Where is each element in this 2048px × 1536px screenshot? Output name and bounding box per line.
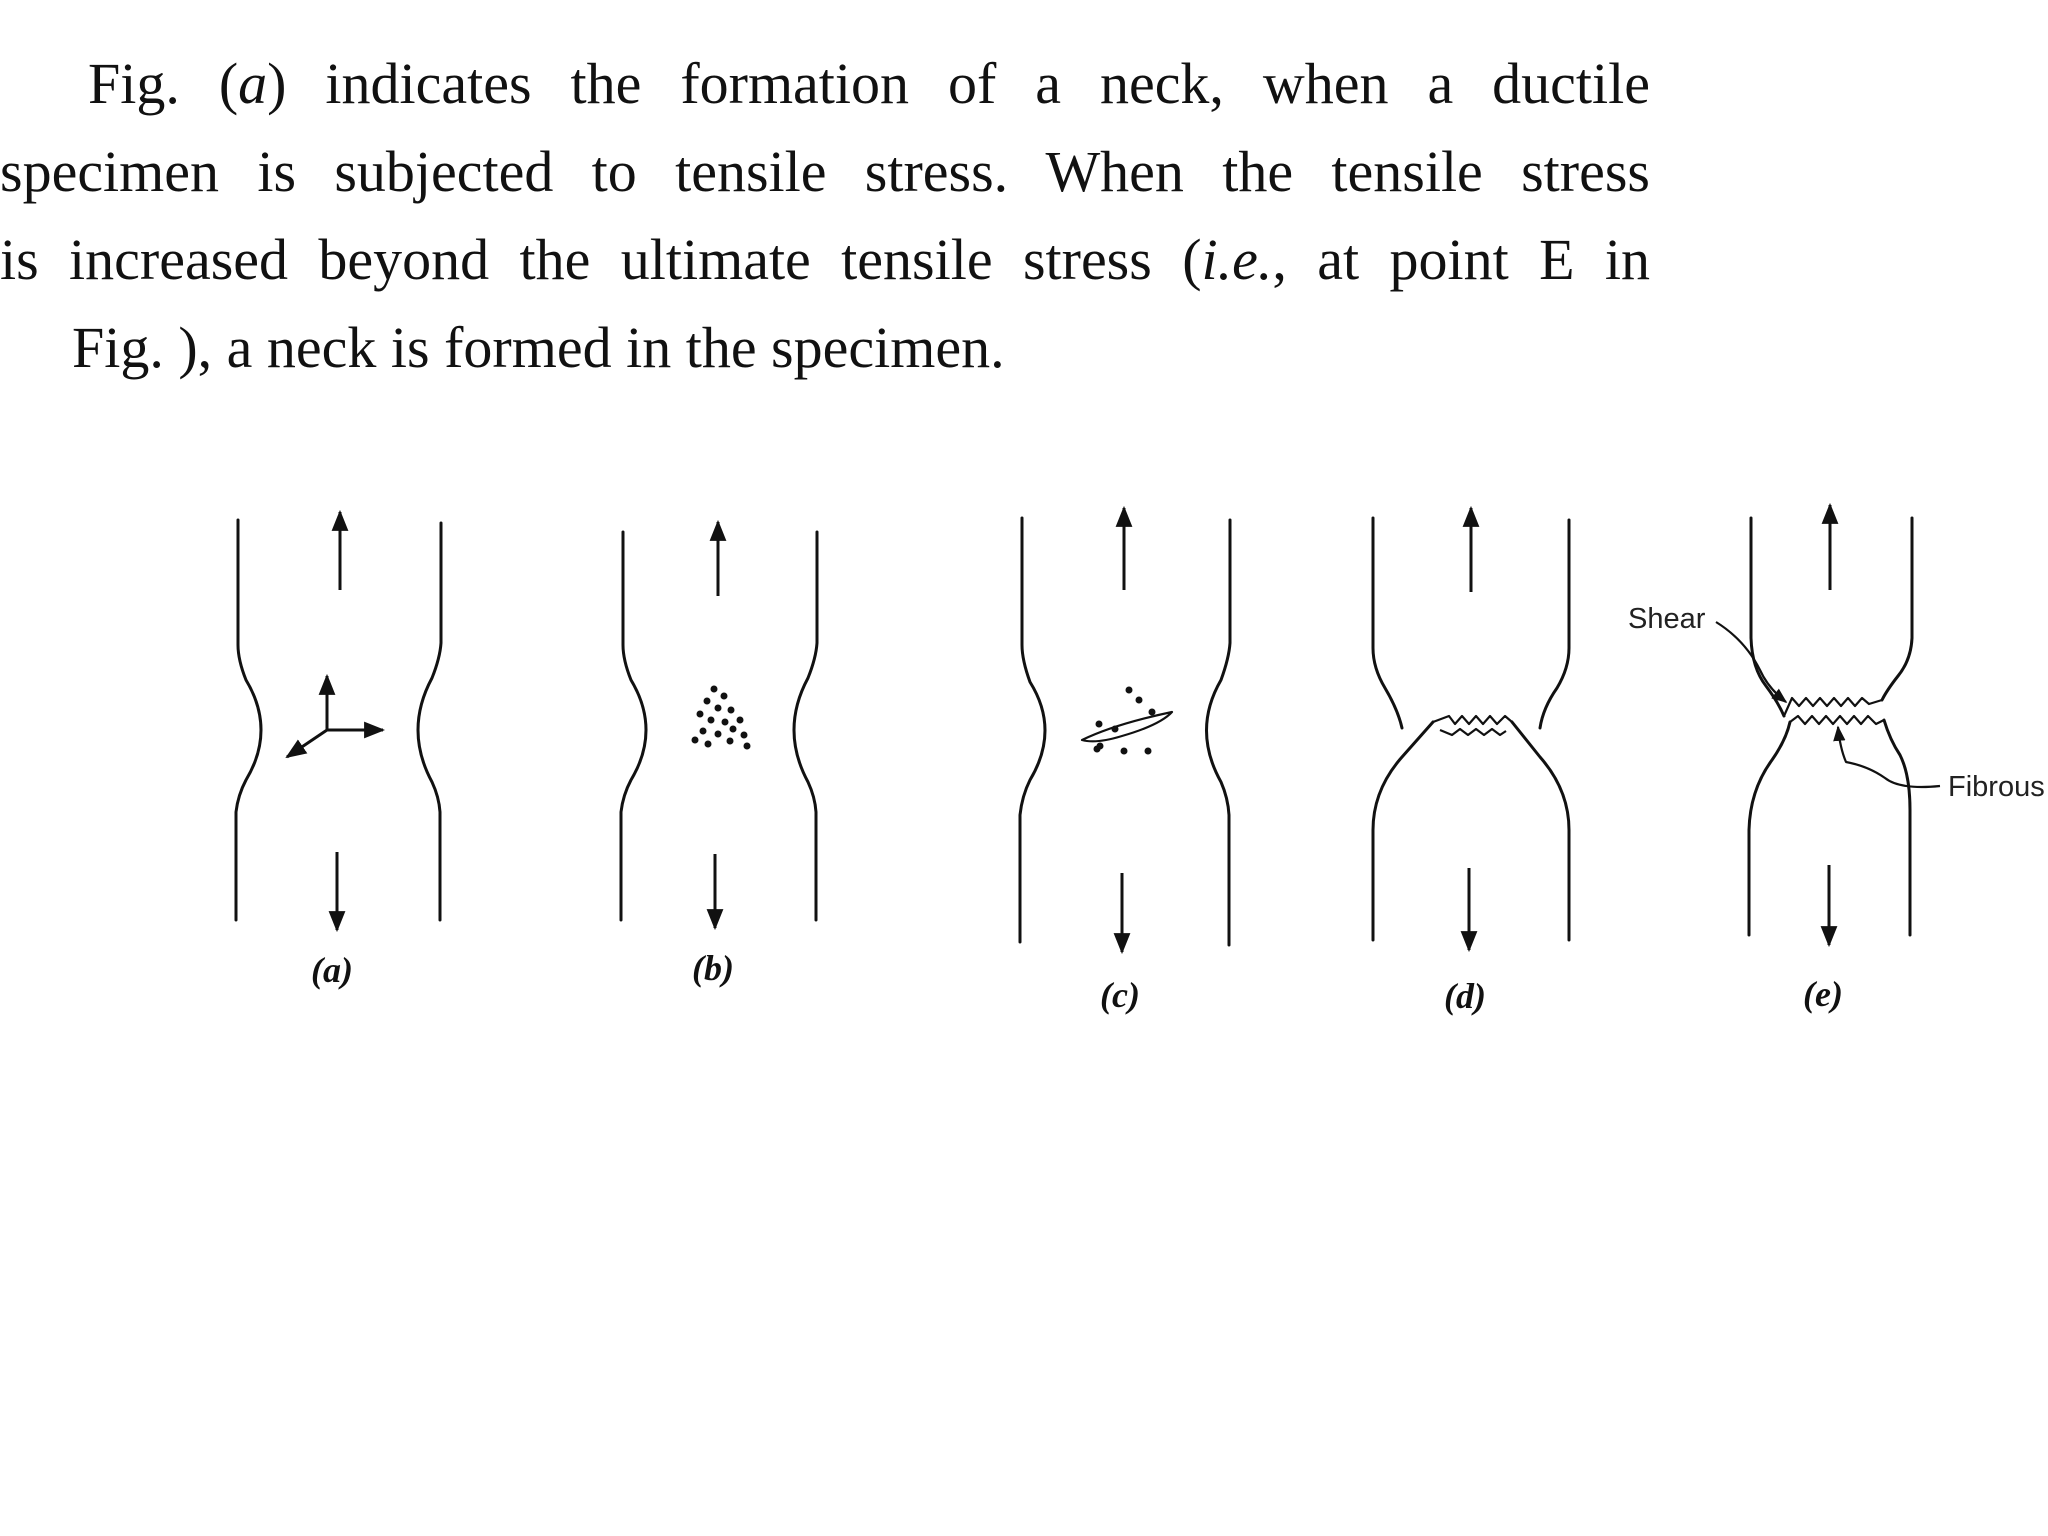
specimen-left-edge: [621, 532, 646, 920]
specimen-right-edge: [794, 532, 817, 920]
fracture-surface-lower: [1440, 729, 1506, 735]
specimen-right-edge-lower: [1512, 722, 1569, 940]
specimen-right-edge: [1207, 520, 1231, 945]
fibrous-label: Fibrous: [1948, 771, 2045, 803]
paragraph-line-1: Fig. (a) indicates the formation of a neck, when a ductile: [88, 51, 1650, 116]
fracture-surface-lower: [1790, 716, 1884, 724]
shear-label: Shear: [1628, 603, 1706, 635]
caption-b: (b): [692, 948, 734, 988]
figure-a: [236, 512, 441, 990]
specimen-right-edge-upper: [1540, 520, 1569, 728]
triaxial-stress-arrows: [287, 676, 383, 757]
microvoids: [692, 686, 751, 750]
void-coalescence-crack: [1082, 712, 1172, 741]
figure-b: [621, 522, 817, 988]
specimen-right-edge: [418, 523, 441, 920]
caption-e: (e): [1803, 974, 1843, 1014]
specimen-right-edge-lower: [1884, 720, 1910, 935]
specimen-left-edge-lower: [1373, 722, 1433, 940]
caption-c: (c): [1100, 975, 1140, 1015]
paragraph-line-3: is increased beyond the ultimate tensile stress (i.e., at point E in: [0, 227, 1650, 292]
specimen-left-edge: [236, 520, 261, 920]
figure-c: [1020, 508, 1230, 1015]
paragraph-line-4: Fig. ), a neck is formed in the specimen.: [72, 315, 1005, 380]
microvoids: [1094, 687, 1156, 755]
specimen-left-edge-lower: [1749, 722, 1790, 935]
specimen-right-edge-upper: [1882, 518, 1912, 700]
fracture-surface-upper: [1784, 698, 1882, 716]
caption-d: (d): [1444, 976, 1486, 1016]
caption-a: (a): [311, 950, 353, 990]
paragraph-line-2: specimen is subjected to tensile stress. When the tensile stress: [0, 139, 1650, 204]
specimen-left-edge: [1020, 518, 1045, 942]
figure-e: [1628, 505, 2045, 1014]
figure-d: [1373, 508, 1569, 1016]
fracture-surface: [1433, 716, 1512, 724]
specimen-left-edge-upper: [1373, 518, 1402, 728]
specimen-left-edge-upper: [1751, 518, 1784, 716]
